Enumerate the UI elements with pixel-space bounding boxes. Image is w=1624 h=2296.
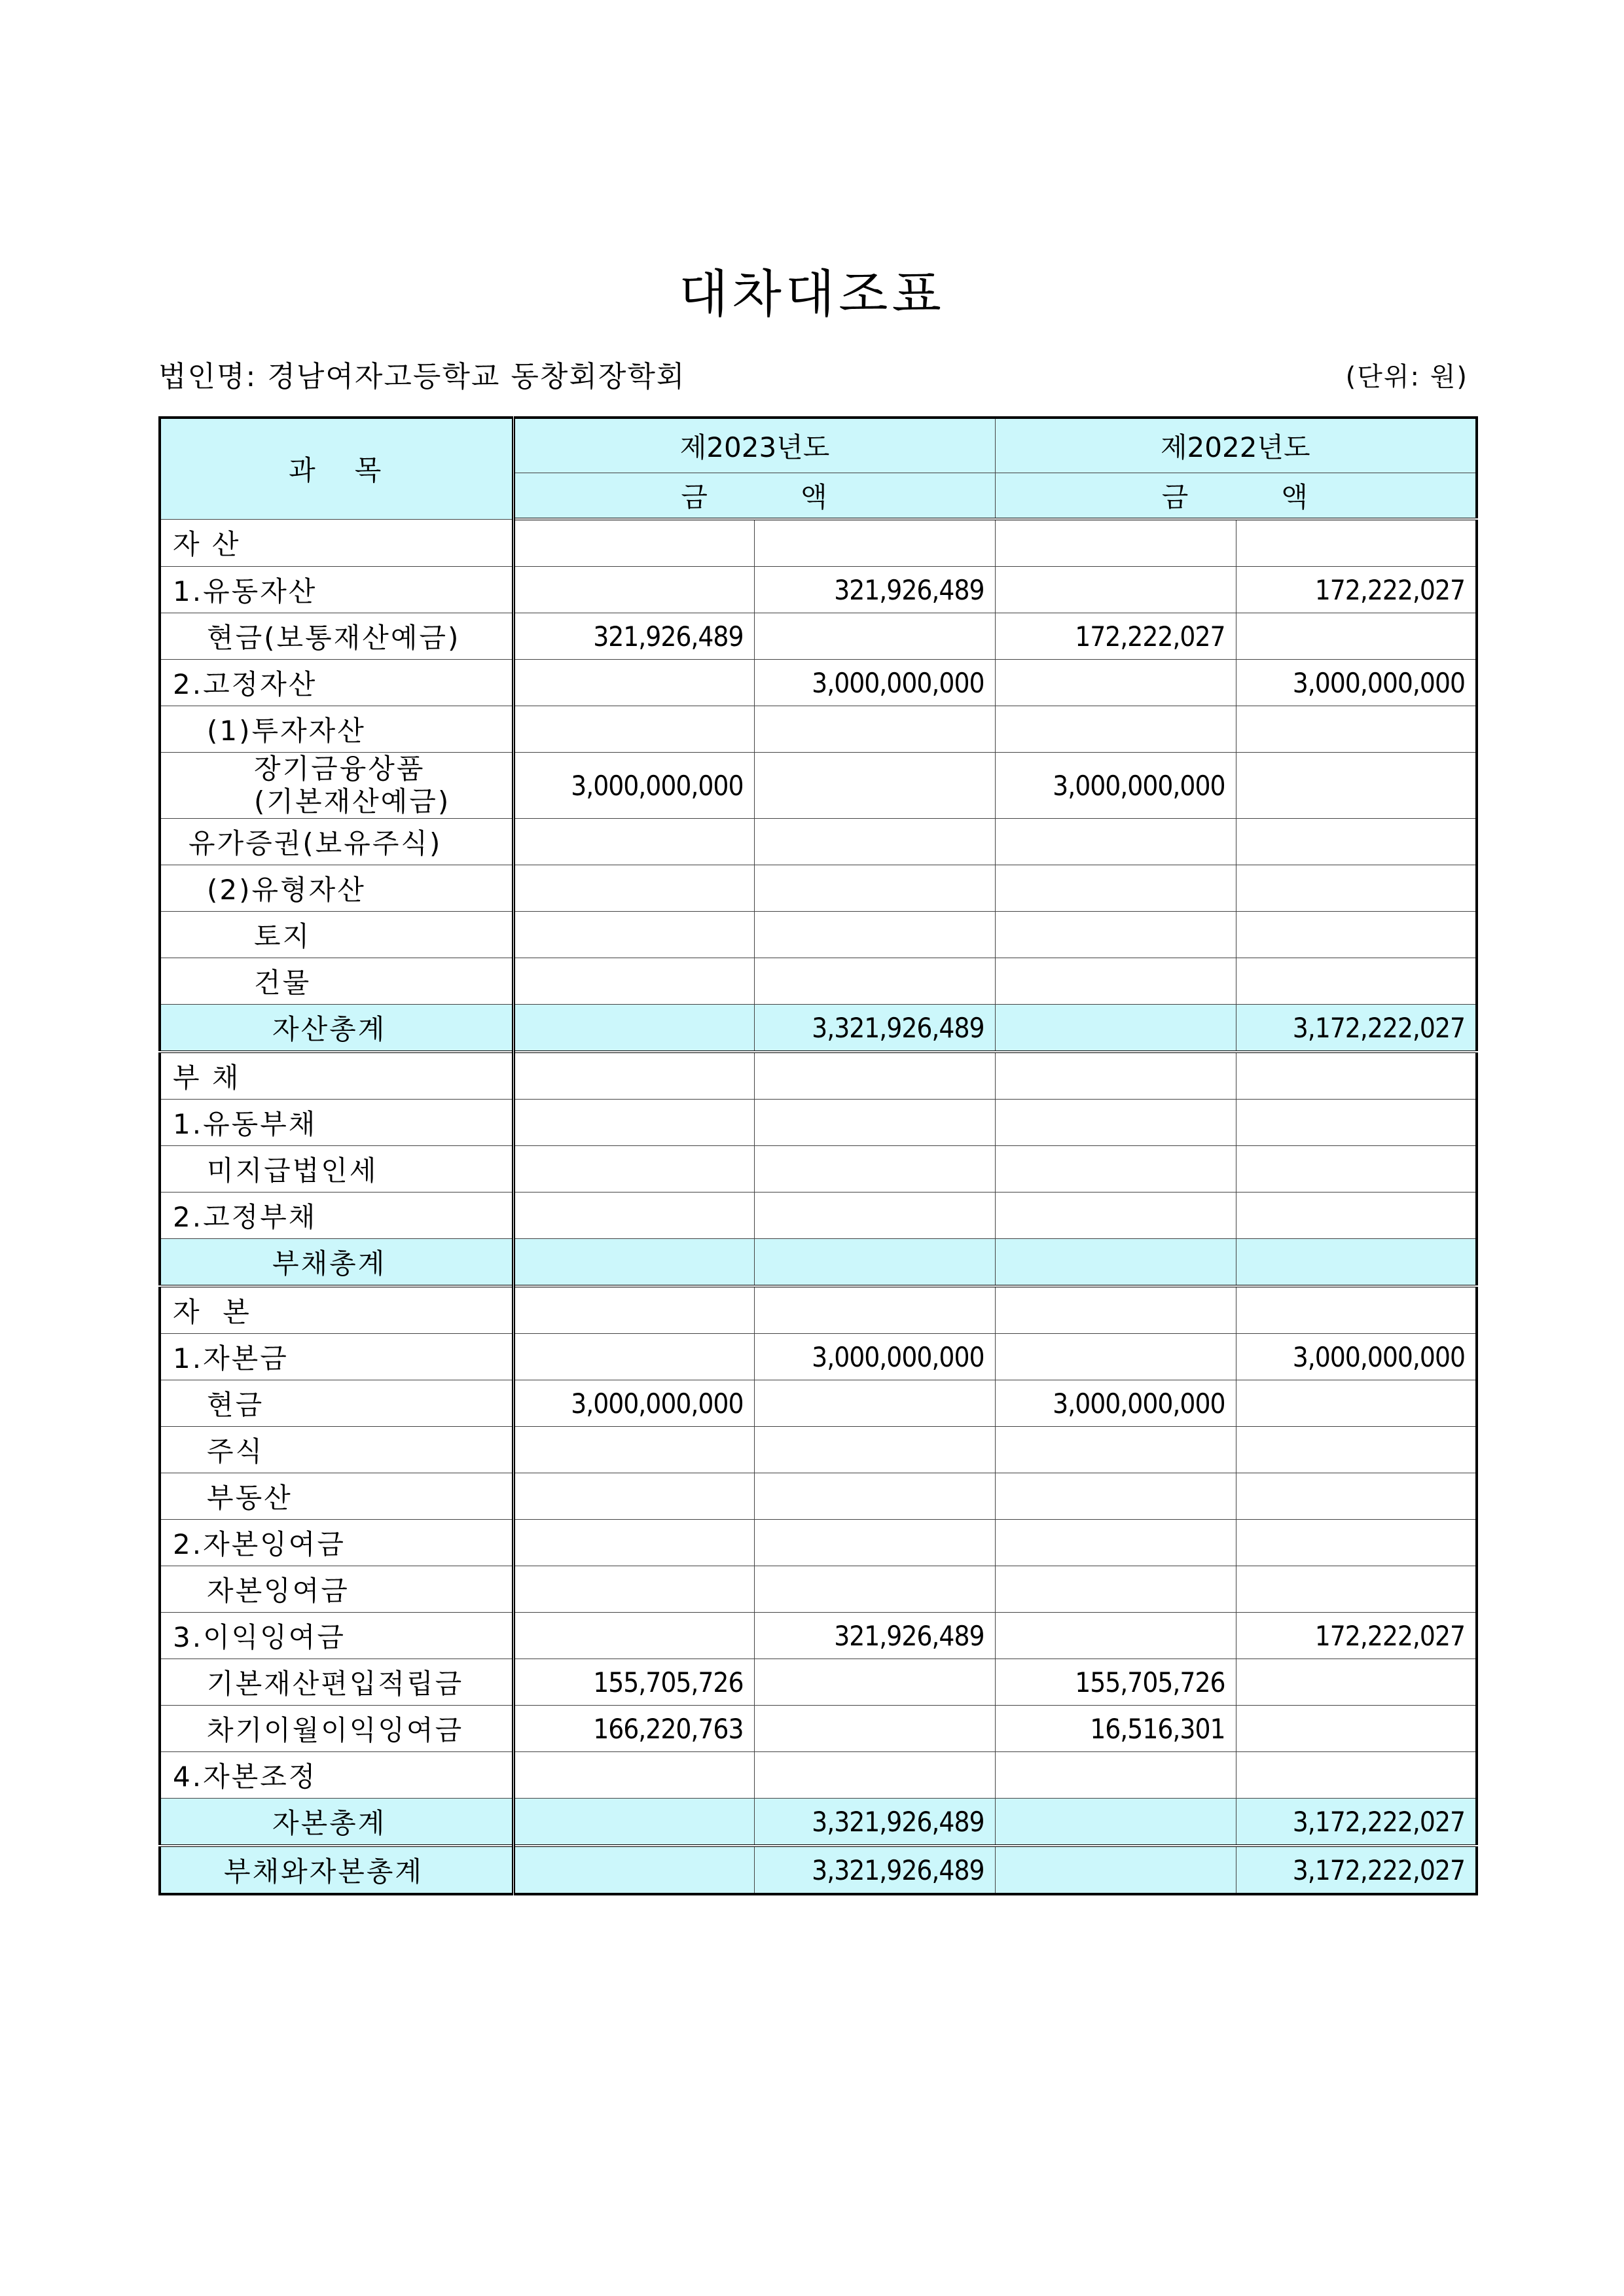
table-row (160, 1659, 1477, 1706)
document-title: 대차대조표 (679, 265, 945, 324)
table-row (160, 1052, 1477, 1100)
row-label-line: 장기금융상품 (254, 753, 425, 785)
table-row (160, 1286, 1477, 1334)
row-label: 부채와자본총계 (160, 1846, 513, 1894)
row-label: 2.고정부채 (160, 1193, 513, 1239)
row-label-line: (기본재산예금) (254, 785, 451, 817)
table-row (160, 1193, 1477, 1239)
year-previous-header: 제2022년도 (995, 418, 1477, 473)
cell (513, 1052, 754, 1100)
cell (513, 1239, 754, 1287)
table-row (160, 1334, 1477, 1380)
cell (513, 1846, 754, 1894)
cell (513, 819, 754, 865)
row-label: 차기이월이익잉여금 (160, 1706, 513, 1752)
cur-total: 3,321,926,489 (754, 1005, 995, 1052)
cell (754, 1052, 995, 1100)
cell (995, 1799, 1236, 1846)
prev-total: 3,000,000,000 (1236, 1334, 1477, 1380)
cell (754, 912, 995, 958)
cell (513, 958, 754, 1005)
cell (513, 1286, 754, 1334)
row-label: 2.자본잉여금 (160, 1520, 513, 1566)
cell (995, 1193, 1236, 1239)
cell (995, 912, 1236, 958)
cell (513, 1427, 754, 1473)
cell (1236, 613, 1477, 660)
cell (513, 1520, 754, 1566)
cell (513, 912, 754, 958)
cell (754, 613, 995, 660)
cur-detail: 166,220,763 (513, 1706, 754, 1752)
cell (1236, 1193, 1477, 1239)
cell (754, 753, 995, 819)
cell (1236, 1520, 1477, 1566)
cell (995, 1613, 1236, 1659)
cell (754, 1706, 995, 1752)
cell (513, 660, 754, 706)
grand-total-row (160, 1846, 1477, 1894)
table-row (160, 819, 1477, 865)
table-row (160, 1520, 1477, 1566)
table-row (160, 613, 1477, 660)
table-row (160, 1100, 1477, 1146)
cell (1236, 706, 1477, 753)
cell (1236, 1380, 1477, 1427)
cell (995, 1100, 1236, 1146)
amount-a: 금 (1161, 481, 1190, 513)
cur-detail: 3,000,000,000 (513, 1380, 754, 1427)
table-row (160, 912, 1477, 958)
prev-total: 3,172,222,027 (1236, 1799, 1477, 1846)
cell (995, 1052, 1236, 1100)
cell (754, 1659, 995, 1706)
cell (995, 1846, 1236, 1894)
table-row (160, 1380, 1477, 1427)
row-label: 기본재산편입적립금 (160, 1659, 513, 1706)
cur-total: 321,926,489 (754, 1613, 995, 1659)
table-row (160, 1146, 1477, 1193)
cell (995, 1427, 1236, 1473)
prev-detail: 3,000,000,000 (995, 1380, 1236, 1427)
cell (513, 1613, 754, 1659)
table-row (160, 865, 1477, 912)
cell (1236, 819, 1477, 865)
cell (754, 519, 995, 567)
row-label: 부 채 (160, 1052, 513, 1100)
cell (1236, 1659, 1477, 1706)
cell (1236, 1473, 1477, 1520)
cell (995, 567, 1236, 613)
row-label (160, 753, 513, 819)
cell (995, 1752, 1236, 1799)
table-row (160, 1613, 1477, 1659)
cell (995, 1520, 1236, 1566)
cell (995, 1473, 1236, 1520)
subject-header-a: 과 (289, 454, 318, 487)
cell (1236, 519, 1477, 567)
table-row (160, 753, 1477, 819)
cell (995, 706, 1236, 753)
prev-detail: 3,000,000,000 (995, 753, 1236, 819)
cell (754, 1566, 995, 1613)
cell (1236, 1427, 1477, 1473)
header-row-years (160, 418, 1477, 473)
cur-total: 3,321,926,489 (754, 1846, 995, 1894)
row-label: 1.자본금 (160, 1334, 513, 1380)
cur-detail: 321,926,489 (513, 613, 754, 660)
cell (513, 1473, 754, 1520)
amount-b: 액 (1281, 481, 1309, 513)
cell (754, 958, 995, 1005)
cell (513, 1146, 754, 1193)
row-label: 자 산 (160, 519, 513, 567)
prev-total: 3,000,000,000 (1236, 660, 1477, 706)
row-label: 현금(보통재산예금) (160, 613, 513, 660)
cell (513, 1799, 754, 1846)
cell (995, 1239, 1236, 1287)
cell (754, 1752, 995, 1799)
subject-header (160, 418, 513, 519)
balance-sheet-table (158, 416, 1478, 1895)
cell (754, 1380, 995, 1427)
cur-total: 3,321,926,489 (754, 1799, 995, 1846)
cell (995, 660, 1236, 706)
row-label: 미지급법인세 (160, 1146, 513, 1193)
cell (1236, 1146, 1477, 1193)
cell (513, 1005, 754, 1052)
cell (995, 865, 1236, 912)
row-label: 유가증권(보유주식) (160, 819, 513, 865)
cell (513, 567, 754, 613)
capital-total-row (160, 1799, 1477, 1846)
table-row (160, 567, 1477, 613)
cell (754, 1427, 995, 1473)
asset-total-row (160, 1005, 1477, 1052)
table-row (160, 1473, 1477, 1520)
prev-detail: 155,705,726 (995, 1659, 1236, 1706)
table-row (160, 958, 1477, 1005)
cell (513, 706, 754, 753)
row-label: 2.고정자산 (160, 660, 513, 706)
amount-header-current (513, 473, 995, 520)
cell (995, 519, 1236, 567)
prev-total: 172,222,027 (1236, 1613, 1477, 1659)
table-row (160, 519, 1477, 567)
prev-total: 3,172,222,027 (1236, 1005, 1477, 1052)
cell (754, 819, 995, 865)
cell (513, 1334, 754, 1380)
row-label: 자본잉여금 (160, 1566, 513, 1613)
table-row (160, 1427, 1477, 1473)
cell (513, 1752, 754, 1799)
cell (1236, 753, 1477, 819)
row-label: 부동산 (160, 1473, 513, 1520)
prev-total: 172,222,027 (1236, 567, 1477, 613)
cell (995, 958, 1236, 1005)
cell (513, 1100, 754, 1146)
row-label: (2)유형자산 (160, 865, 513, 912)
cur-detail: 3,000,000,000 (513, 753, 754, 819)
row-label: 주식 (160, 1427, 513, 1473)
subject-header-b: 목 (354, 454, 384, 487)
cur-detail: 155,705,726 (513, 1659, 754, 1706)
amount-header-previous (995, 473, 1477, 520)
amount-a: 금 (681, 481, 709, 513)
row-label: 4.자본조정 (160, 1752, 513, 1799)
cell (1236, 1052, 1477, 1100)
cell (1236, 1706, 1477, 1752)
cell (754, 865, 995, 912)
cell (754, 1193, 995, 1239)
table-row (160, 660, 1477, 706)
cell (995, 819, 1236, 865)
cell (1236, 1239, 1477, 1287)
cell (754, 1520, 995, 1566)
cell (754, 706, 995, 753)
cur-total: 3,000,000,000 (754, 660, 995, 706)
cell (1236, 912, 1477, 958)
cell (995, 1286, 1236, 1334)
cell (1236, 1752, 1477, 1799)
table-row (160, 1706, 1477, 1752)
table-row (160, 1752, 1477, 1799)
cell (995, 1334, 1236, 1380)
cell (513, 865, 754, 912)
cell (754, 1146, 995, 1193)
table-row (160, 706, 1477, 753)
prev-detail: 172,222,027 (995, 613, 1236, 660)
cur-total: 321,926,489 (754, 567, 995, 613)
liability-total-row (160, 1239, 1477, 1287)
row-label: 현금 (160, 1380, 513, 1427)
row-label: 자 본 (160, 1286, 513, 1334)
prev-total: 3,172,222,027 (1236, 1846, 1477, 1894)
cell (513, 1566, 754, 1613)
corporation-name: 법인명: 경남여자고등학교 동창회장학회 (158, 360, 686, 393)
cell (995, 1005, 1236, 1052)
cell (995, 1566, 1236, 1613)
prev-detail: 16,516,301 (995, 1706, 1236, 1752)
row-label: 자본총계 (160, 1799, 513, 1846)
cur-total: 3,000,000,000 (754, 1334, 995, 1380)
cell (513, 519, 754, 567)
cell (754, 1473, 995, 1520)
row-label: 1.유동자산 (160, 567, 513, 613)
table-row (160, 1566, 1477, 1613)
cell (1236, 1286, 1477, 1334)
amount-b: 액 (801, 481, 829, 513)
row-label: 건물 (160, 958, 513, 1005)
year-current-header: 제2023년도 (513, 418, 995, 473)
cell (754, 1239, 995, 1287)
cell (513, 1193, 754, 1239)
cell (1236, 1100, 1477, 1146)
cell (1236, 958, 1477, 1005)
row-label: 1.유동부채 (160, 1100, 513, 1146)
row-label: 토지 (160, 912, 513, 958)
cell (754, 1100, 995, 1146)
row-label: 부채총계 (160, 1239, 513, 1287)
cell (1236, 865, 1477, 912)
row-label: 3.이익잉여금 (160, 1613, 513, 1659)
cell (1236, 1566, 1477, 1613)
row-label: (1)투자자산 (160, 706, 513, 753)
row-label: 자산총계 (160, 1005, 513, 1052)
cell (995, 1146, 1236, 1193)
cell (754, 1286, 995, 1334)
unit-label: (단위: 원) (1345, 362, 1468, 392)
